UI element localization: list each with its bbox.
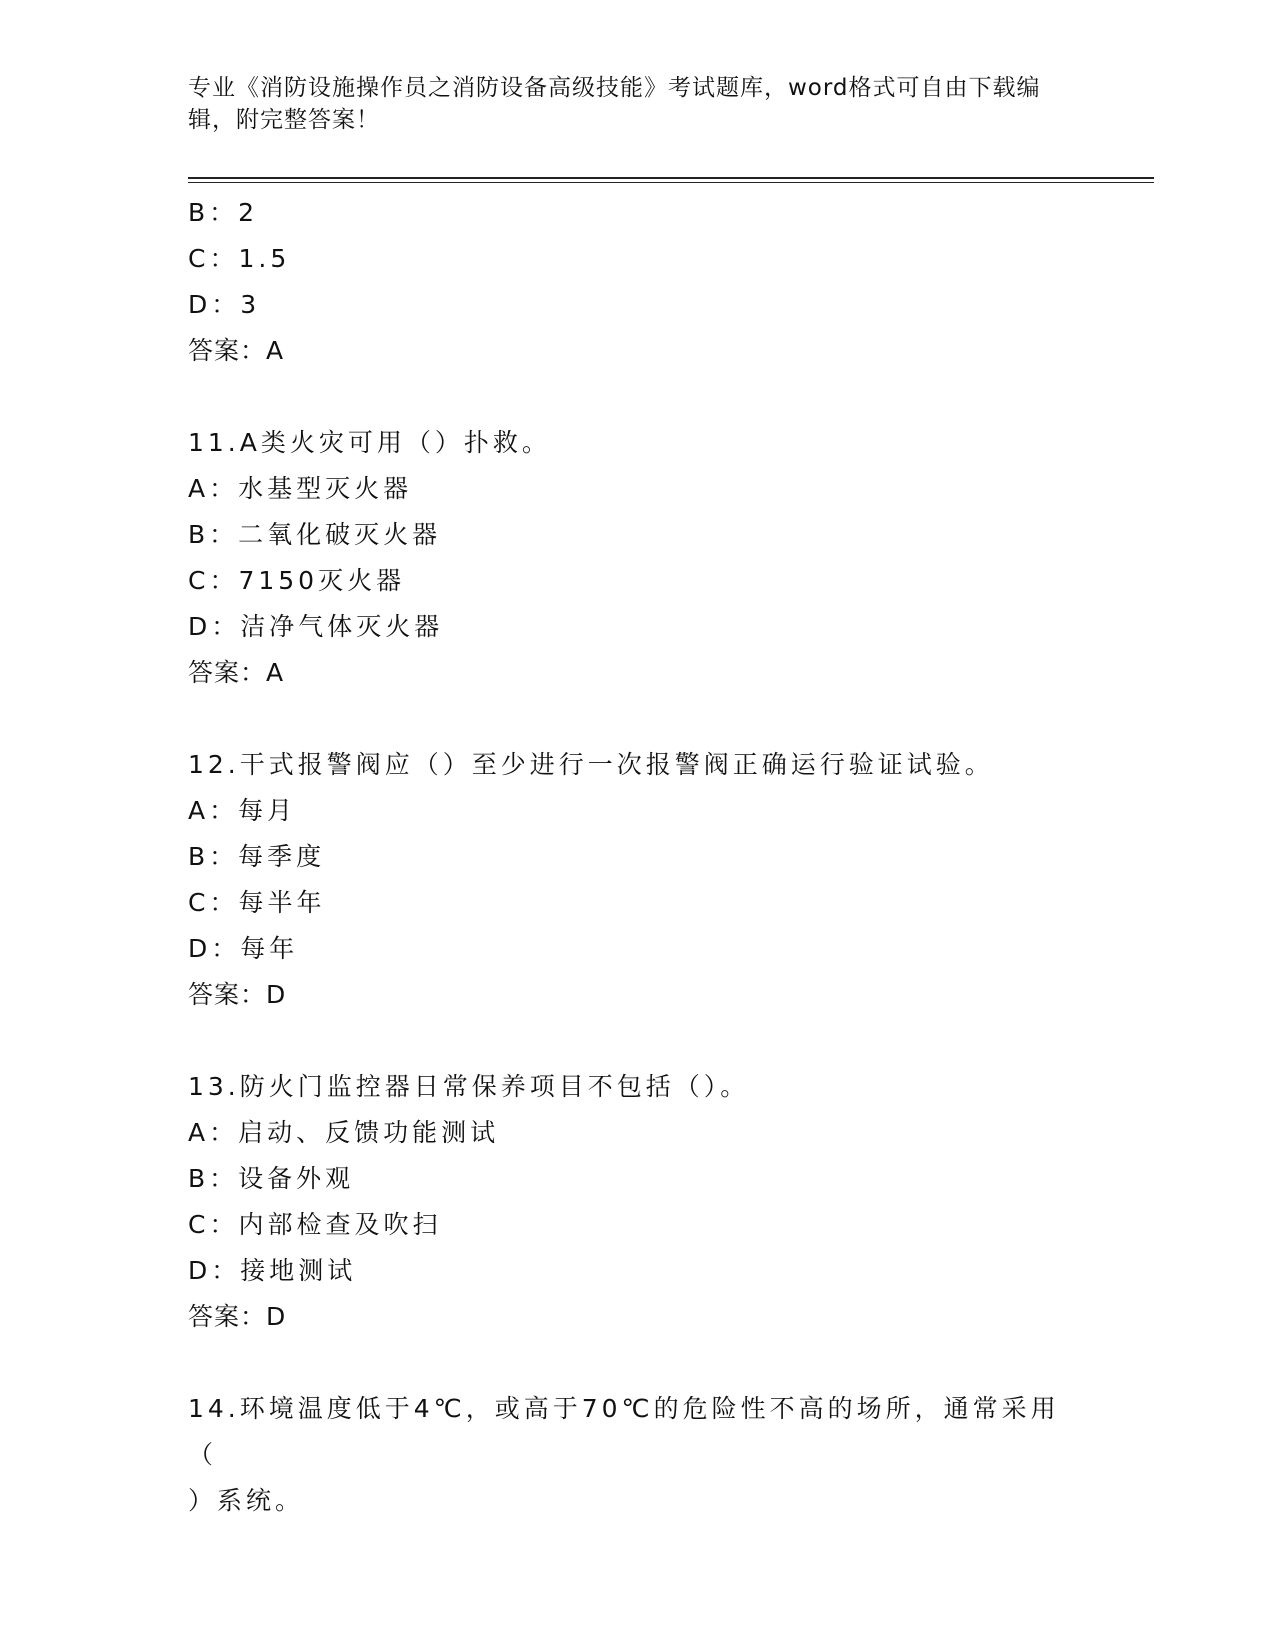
option-d [188, 604, 1088, 650]
option-text: 1.5 [238, 244, 291, 273]
question-stem-line-1: 14.环境温度低于4℃，或高于70℃的危险性不高的场所，通常采用（ [188, 1394, 1060, 1469]
answer-line: 答案：D [188, 980, 287, 1009]
question-stem: 13.防火门监控器日常保养项目不包括（）。 [188, 1072, 750, 1101]
question-stem: 12.干式报警阀应（）至少进行一次报警阀正确运行验证试验。 [188, 750, 994, 779]
option-label: C： [188, 566, 239, 595]
option-b [188, 1156, 1088, 1202]
question-14 [188, 1386, 1088, 1524]
option-c [188, 880, 1088, 926]
option-label: C： [188, 1210, 239, 1239]
option-a [188, 788, 1088, 834]
option-label: C： [188, 244, 239, 273]
option-label: D： [188, 1256, 241, 1285]
option-text: 每半年 [238, 888, 326, 917]
spacer [188, 696, 1088, 742]
option-c [188, 1202, 1088, 1248]
option-text: 7150灭火器 [238, 566, 406, 595]
option-text: 每季度 [238, 842, 326, 871]
option-text: 接地测试 [240, 1256, 357, 1285]
spacer [188, 374, 1088, 420]
question-11 [188, 420, 1088, 696]
option-a [188, 1110, 1088, 1156]
option-d [188, 1248, 1088, 1294]
option-d [188, 282, 1088, 328]
option-text: 设备外观 [238, 1164, 355, 1193]
question-13 [188, 1064, 1088, 1340]
header-divider-thin [188, 182, 1154, 183]
option-b [188, 190, 1088, 236]
answer-line: 答案：A [188, 658, 285, 687]
option-text: 启动、反馈功能测试 [238, 1118, 500, 1147]
option-label: D： [188, 290, 241, 319]
option-text: 二氧化破灭火器 [238, 520, 442, 549]
question-stem-line-2: ）系统。 [188, 1486, 305, 1515]
answer-line: 答案：A [188, 336, 285, 365]
option-label: D： [188, 934, 241, 963]
document-header [188, 72, 1068, 136]
option-c [188, 558, 1088, 604]
question-12 [188, 742, 1088, 1018]
answer-line: 答案：D [188, 1302, 287, 1331]
header-line-2: 辑，附完整答案！ [188, 107, 380, 133]
question-10-continuation [188, 190, 1088, 374]
option-label: A： [188, 474, 239, 503]
option-label: B： [188, 1164, 239, 1193]
option-c [188, 236, 1088, 282]
option-text: 每月 [238, 796, 297, 825]
option-text: 每年 [240, 934, 299, 963]
header-line-1: 专业《消防设施操作员之消防设备高级技能》考试题库，word格式可自由下载编 [188, 75, 1041, 101]
option-text: 水基型灭火器 [238, 474, 413, 503]
option-text: 洁净气体灭火器 [240, 612, 444, 641]
question-list [188, 190, 1088, 1524]
option-label: D： [188, 612, 241, 641]
option-text: 2 [238, 198, 259, 227]
spacer [188, 1018, 1088, 1064]
option-text: 3 [240, 290, 261, 319]
option-label: B： [188, 198, 239, 227]
option-label: B： [188, 520, 239, 549]
option-label: C： [188, 888, 239, 917]
option-label: B： [188, 842, 239, 871]
option-label: A： [188, 1118, 239, 1147]
option-d [188, 926, 1088, 972]
option-b [188, 834, 1088, 880]
option-text: 内部检查及吹扫 [238, 1210, 442, 1239]
question-stem: 11.A类火灾可用（）扑救。 [188, 428, 551, 457]
header-divider-thick [188, 177, 1154, 179]
spacer [188, 1340, 1088, 1386]
option-label: A： [188, 796, 239, 825]
option-a [188, 466, 1088, 512]
option-b [188, 512, 1088, 558]
